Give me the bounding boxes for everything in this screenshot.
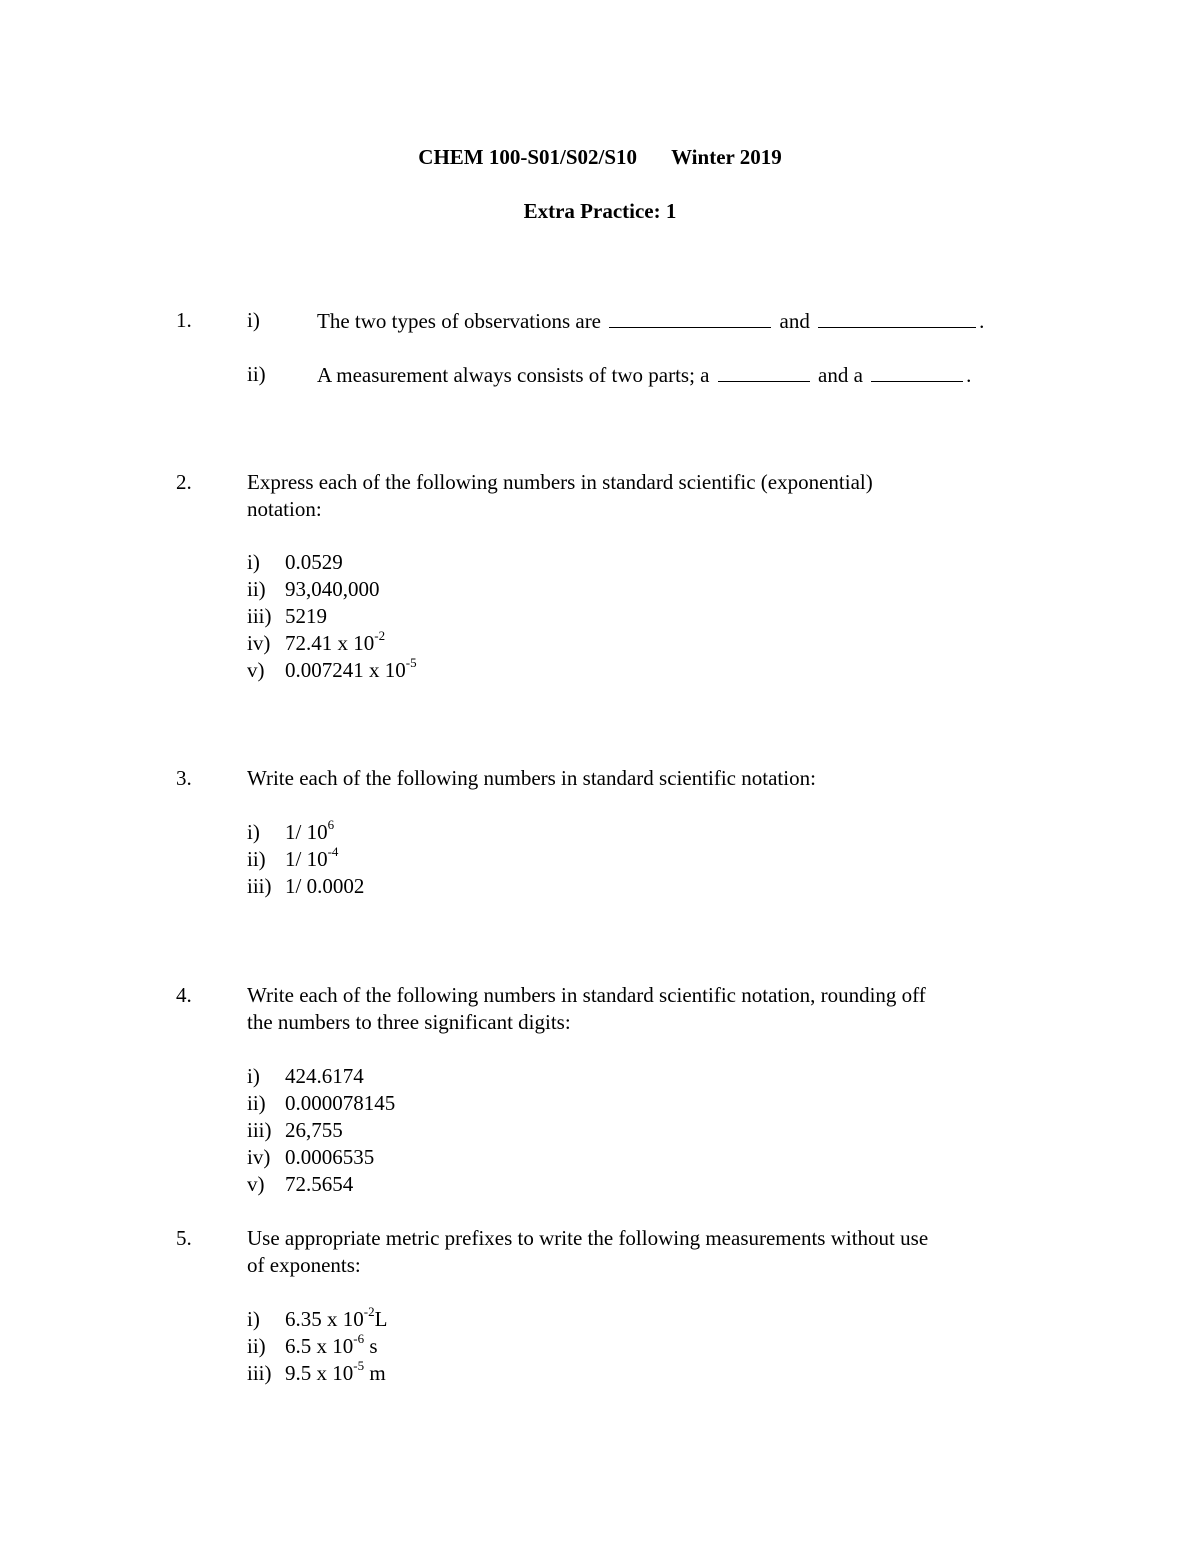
exponent: -5	[353, 1358, 365, 1373]
item-label: ii)	[247, 1334, 266, 1358]
item-value: 72.5654	[285, 1172, 354, 1196]
item-value: 6.35 x 10	[285, 1307, 364, 1331]
answer-blank[interactable]	[718, 361, 810, 382]
exponent: -4	[327, 844, 339, 859]
answer-blank[interactable]	[609, 307, 771, 328]
item-label: iii)	[247, 874, 272, 898]
item-value: 93,040,000	[285, 577, 380, 601]
question-1-part-label: i)	[247, 308, 260, 332]
part-text: and	[779, 309, 810, 333]
list-item	[247, 873, 364, 900]
part-text: .	[966, 363, 972, 387]
list-item	[247, 819, 334, 846]
list-item	[247, 1333, 378, 1360]
item-value: 9.5 x 10	[285, 1361, 354, 1385]
answer-blank[interactable]	[871, 361, 963, 382]
course-term: Winter 2019	[671, 145, 782, 169]
question-4-number: 4.	[176, 983, 192, 1007]
question-4-text: Write each of the following numbers in standard scientific notation, rounding off	[247, 983, 926, 1007]
item-value: 5219	[285, 604, 327, 628]
item-value: 0.007241 x 10	[285, 658, 406, 682]
exponent: -2	[374, 628, 386, 643]
item-label: ii)	[247, 1091, 266, 1115]
list-item	[247, 630, 385, 657]
question-5-text: Use appropriate metric prefixes to write the following measurements without use	[247, 1226, 929, 1250]
item-label: i)	[247, 550, 260, 574]
exponent: -5	[405, 655, 417, 670]
exponent: 6	[327, 817, 335, 832]
list-item	[247, 576, 380, 603]
part-text: The two types of observations are	[317, 309, 602, 333]
question-2-text: notation:	[247, 497, 322, 521]
answer-blank[interactable]	[818, 307, 976, 328]
item-label: ii)	[247, 847, 266, 871]
unit: s	[369, 1334, 378, 1358]
list-item	[247, 549, 343, 576]
item-value: 0.000078145	[285, 1091, 396, 1115]
part-text: .	[979, 309, 985, 333]
question-1-part-ii	[317, 361, 971, 389]
item-label: i)	[247, 820, 260, 844]
course-header	[0, 144, 1200, 170]
item-label: i)	[247, 1307, 260, 1331]
list-item	[247, 1360, 386, 1387]
list-item	[247, 603, 327, 630]
list-item	[247, 1063, 364, 1090]
list-item	[247, 657, 417, 684]
question-5-number: 5.	[176, 1226, 192, 1250]
item-value: 72.41 x 10	[285, 631, 375, 655]
list-item	[247, 1306, 387, 1333]
question-3-text: Write each of the following numbers in standard scientific notation:	[247, 766, 816, 790]
list-item	[247, 1144, 374, 1171]
item-label: iii)	[247, 604, 272, 628]
exponent: -2	[363, 1304, 375, 1319]
course-code: CHEM 100-S01/S02/S10	[418, 145, 638, 169]
list-item	[247, 1117, 343, 1144]
question-2-number: 2.	[176, 470, 192, 494]
list-item	[247, 1090, 395, 1117]
question-3-number: 3.	[176, 766, 192, 790]
item-label: iii)	[247, 1361, 272, 1385]
item-value: 26,755	[285, 1118, 343, 1142]
question-5-text: of exponents:	[247, 1253, 361, 1277]
item-value: 424.6174	[285, 1064, 364, 1088]
item-label: iv)	[247, 631, 271, 655]
list-item	[247, 1171, 353, 1198]
question-1-number: 1.	[176, 308, 192, 332]
item-value: 1/ 10	[285, 820, 328, 844]
item-label: v)	[247, 1172, 265, 1196]
unit: L	[374, 1307, 388, 1331]
question-1-part-i	[317, 307, 984, 335]
question-2-text: Express each of the following numbers in standard scientific (exponential)	[247, 470, 873, 494]
unit: m	[369, 1361, 386, 1385]
question-1-part-label: ii)	[247, 362, 266, 386]
item-label: iii)	[247, 1118, 272, 1142]
exponent: -6	[353, 1331, 365, 1346]
question-4-text: the numbers to three significant digits:	[247, 1010, 571, 1034]
part-text: and a	[818, 363, 863, 387]
item-value: 1/ 0.0002	[285, 874, 365, 898]
page-subtitle: Extra Practice: 1	[523, 199, 677, 223]
item-label: ii)	[247, 577, 266, 601]
part-text: A measurement always consists of two parts; a	[317, 363, 710, 387]
item-label: iv)	[247, 1145, 271, 1169]
item-label: i)	[247, 1064, 260, 1088]
item-value: 1/ 10	[285, 847, 328, 871]
item-label: v)	[247, 658, 265, 682]
item-value: 0.0006535	[285, 1145, 375, 1169]
item-value: 0.0529	[285, 550, 343, 574]
list-item	[247, 846, 338, 873]
item-value: 6.5 x 10	[285, 1334, 354, 1358]
